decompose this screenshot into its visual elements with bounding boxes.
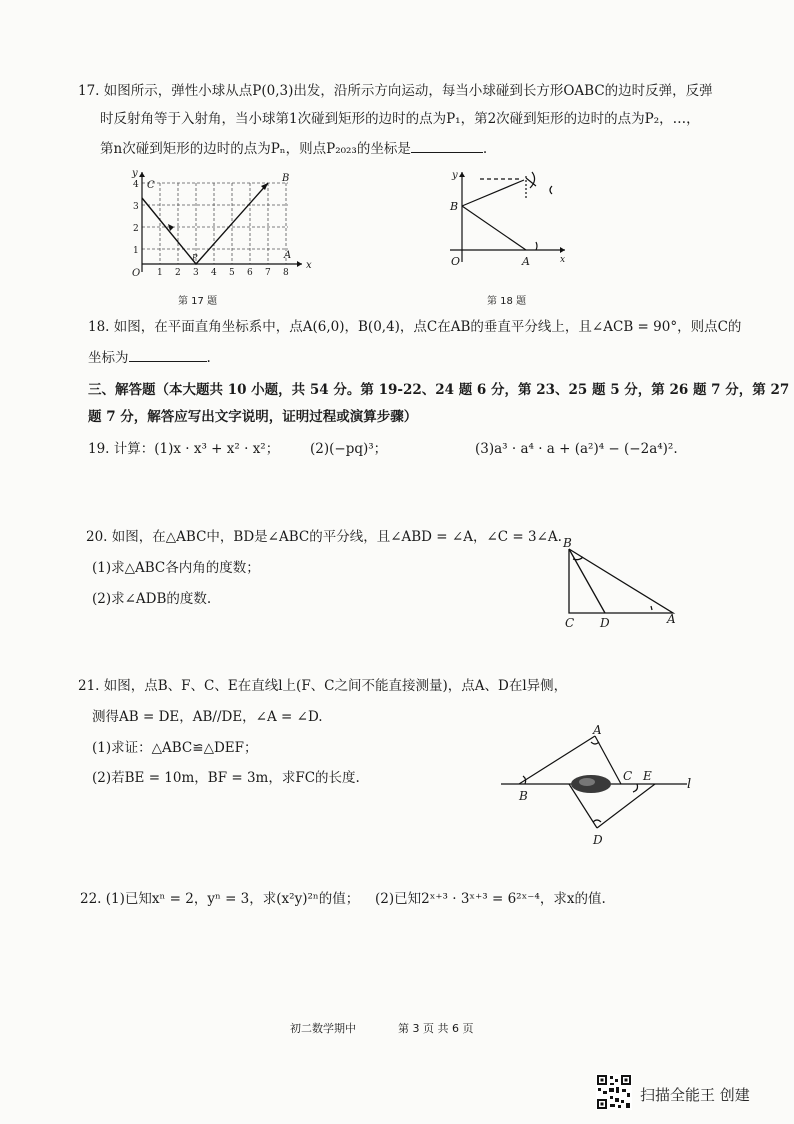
fig21-label-e: E (643, 769, 652, 783)
q18-line-2 (88, 349, 211, 367)
q19-part-3: (3)a³ · a⁴ · a + (a²)⁴ − (−2a⁴)². (475, 441, 678, 457)
fig18-label-a: A (522, 255, 530, 268)
fig17-ytick-1: 1 (133, 246, 139, 256)
fig17-xtick-3: 3 (193, 268, 199, 278)
fig21-label-b: B (519, 789, 528, 803)
figure-18 (440, 168, 590, 278)
fig17-x-label: x (306, 260, 312, 271)
fig17-xtick-8: 8 (283, 268, 289, 278)
q19-part-1: 19. 计算：(1)x · x³ + x² · x²； (88, 441, 280, 457)
section-3-heading-line-2: 题 7 分，解答应写出文字说明，证明过程或演算步骤） (88, 409, 418, 425)
fig18-y-label: y (452, 170, 458, 181)
fig17-label-b: B (282, 173, 290, 184)
fig17-ytick-3: 3 (133, 202, 139, 212)
q22-part-1: 22. (1)已知xⁿ = 2，yⁿ = 3，求(x²y)²ⁿ的值； (80, 891, 360, 907)
fig21-label-a: A (593, 723, 602, 737)
fig20-label-a: A (667, 612, 676, 626)
q18-line-1: 18. 如图，在平面直角坐标系中，点A(6,0)，B(0,4)，点C在AB的垂直平分线上，且∠ACB = 90°，则点C的 (88, 319, 742, 335)
fig21-label-d: D (593, 833, 603, 847)
qr-code-icon (596, 1074, 632, 1110)
fig17-xtick-2: 2 (175, 268, 181, 278)
q21-part-2: (2)若BE = 10m，BF = 3m，求FC的长度. (92, 770, 360, 786)
fig17-ytick-2: 2 (133, 224, 139, 234)
q18-period: . (206, 350, 211, 366)
q21-part-1: (1)求证：△ABC≌△DEF； (92, 740, 258, 756)
fig18-x-label: x (560, 255, 566, 265)
section-3-heading: 三、解答题（本大题共 10 小题，共 54 分。第 19-22、24 题 6 分，第 23、25 题 5 分，第 26 题 7 分，第 27 (88, 382, 790, 398)
figure-21 (497, 722, 707, 852)
q20-part-1: (1)求△ABC各内角的度数； (92, 560, 260, 576)
fig17-label-p: P (192, 253, 198, 262)
fig20-label-d: D (600, 616, 610, 630)
answer-blank-17[interactable] (411, 140, 483, 153)
q17-line-2: 时反射角等于入射角，当小球第1次碰到矩形的边时的点为P₁，第2次碰到矩形的边时的点为P₂，…， (100, 111, 700, 127)
figure-18-caption: 第 18 题 (487, 296, 527, 307)
fig20-label-b: B (563, 536, 572, 550)
fig17-label-a: A (284, 250, 292, 261)
q22-part-2: (2)已知2ˣ⁺³ · 3ˣ⁺³ = 6²ˣ⁻⁴，求x的值. (375, 891, 606, 907)
q17-period: . (482, 141, 488, 157)
q20-part-2: (2)求∠ADB的度数. (92, 591, 212, 607)
fig21-label-c: C (623, 769, 633, 783)
figure-17 (120, 168, 320, 288)
fig17-ytick-4: 4 (133, 180, 139, 190)
footer-subject: 初二数学期中 (290, 1022, 356, 1035)
fig21-label-l: l (687, 777, 692, 792)
q17-line-3 (100, 140, 487, 158)
fig18-origin: O (451, 255, 461, 268)
fig17-xtick-4: 4 (211, 268, 217, 278)
q21-line-1: 21. 如图，点B、F、C、E在直线l上(F、C之间不能直接测量)，点A、D在l异侧， (78, 678, 568, 694)
fig17-xtick-7: 7 (265, 268, 271, 278)
fig17-y-label: y (132, 168, 138, 179)
fig17-xtick-1: 1 (157, 268, 163, 278)
fig17-origin: O (132, 268, 141, 279)
footer-page-number: 第 3 页 共 6 页 (398, 1022, 474, 1035)
q18-question-text: 坐标为 (88, 350, 129, 366)
q17-question-text: 第n次碰到矩形的边时的点为Pₙ，则点P₂₀₂₃的坐标是 (100, 141, 411, 157)
fig20-label-c: C (565, 616, 575, 630)
watermark-text: 扫描全能王 创建 (640, 1086, 750, 1104)
answer-blank-18[interactable] (129, 349, 207, 362)
figure-17-caption: 第 17 题 (178, 296, 218, 307)
q19-part-2: (2)(−pq)³； (310, 441, 388, 457)
q21-line-2: 测得AB = DE，AB//DE，∠A = ∠D. (92, 709, 323, 725)
fig17-label-c: C (147, 180, 155, 191)
fig17-xtick-6: 6 (247, 268, 253, 278)
fig18-label-b: B (450, 200, 459, 213)
figure-20 (555, 535, 695, 635)
q20-line-1: 20. 如图，在△ABC中，BD是∠ABC的平分线，且∠ABD = ∠A，∠C = 3∠A. (86, 529, 562, 545)
q17-line-1: 17. 如图所示，弹性小球从点P(0,3)出发，沿所示方向运动，每当小球碰到长方形OABC的边时反弹，反弹 (78, 83, 713, 99)
fig17-xtick-5: 5 (229, 268, 235, 278)
